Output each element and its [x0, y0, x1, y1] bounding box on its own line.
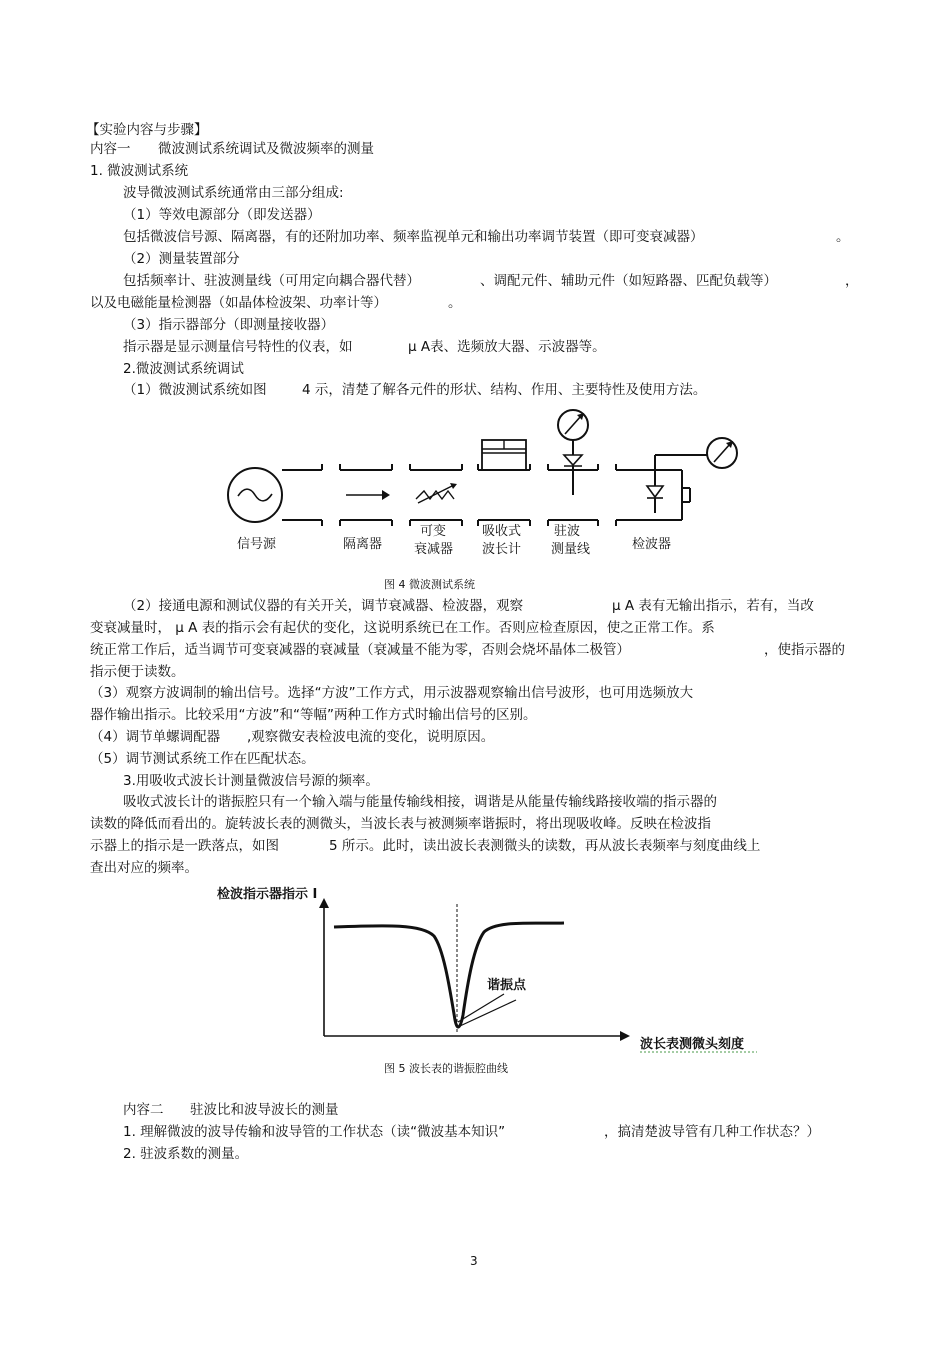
fig5-resonance-label: 谐振点: [487, 978, 527, 993]
p1-body: 包括微波信号源、隔离器，有的还附加功率、频率监视单元和输出功率调节装置（即可变衰减器）: [123, 229, 704, 245]
s3-line3-a: 示器上的指示是一跌落点，如图: [90, 838, 279, 854]
fig4-label-detector: 检波器: [632, 537, 672, 552]
s2-step4-b: ,观察微安表检波电流的变化，说明原因。: [247, 729, 495, 745]
figure4-diagram: [222, 403, 777, 565]
s2-step2-line1-b: μ A 表有无输出指示，若有，当改: [612, 598, 814, 614]
content2-item1-a: 1. 理解微波的波导传输和波导管的工作状态（读“微波基本知识”: [123, 1124, 506, 1140]
s3-heading: 3.用吸收式波长计测量微波信号源的频率。: [123, 773, 379, 789]
s2-step2-line4: 指示便于读数。: [90, 664, 185, 680]
s2-step1-b: 4 示，清楚了解各元件的形状、结构、作用、主要特性及使用方法。: [302, 382, 707, 398]
fig4-label-wavemeter-1: 吸收式: [482, 524, 522, 539]
s2-step5: （5）调节测试系统工作在匹配状态。: [90, 751, 315, 767]
page-number: 3: [470, 1254, 478, 1268]
p3-heading: （3）指示器部分（即测量接收器）: [123, 317, 335, 333]
content1-title: 微波测试系统调试及微波频率的测量: [158, 141, 374, 157]
content2-title-label: 内容二: [123, 1102, 164, 1118]
section-heading: 【实验内容与步骤】: [86, 122, 208, 138]
p1-body-end: 。: [836, 229, 850, 245]
fig4-label-wavemeter-2: 波长计: [482, 542, 522, 557]
fig5-x-axis-label: 波长表测微头刻度: [640, 1037, 745, 1052]
figure5-diagram: [212, 880, 772, 1058]
attenuator-symbol: [410, 464, 462, 526]
p1-heading: （1）等效电源部分（即发送器）: [123, 207, 321, 223]
content2-item1-b: ，搞清楚波导管有几种工作状态？）: [604, 1124, 820, 1140]
s2-step3-line2: 器作输出指示。比较采用“方波”和“等幅”两种工作方式时输出信号的区别。: [90, 707, 537, 723]
s2-step2-line2: 变衰减量时， μ A 表的指示会有起伏的变化，这说明系统已在工作。否则应检查原因，使之正常工作。系: [90, 620, 715, 636]
content2-title: 驻波比和波导波长的测量: [190, 1102, 339, 1118]
s2-step2-line3-b: ，使指示器的: [764, 642, 845, 658]
s3-line4: 查出对应的频率。: [90, 860, 198, 876]
fig4-label-slotted-1: 驻波: [554, 524, 581, 539]
p2-heading: （2）测量装置部分: [123, 251, 240, 267]
p2-body-5: 。: [448, 295, 462, 311]
s2-step2-line1-a: （2）接通电源和测试仪器的有关开关，调节衰减器、检波器，观察: [123, 598, 524, 614]
isolator-symbol: [340, 464, 392, 526]
s2-step1-a: （1）微波测试系统如图: [123, 382, 267, 398]
fig4-label-attenuator-2: 衰减器: [414, 542, 454, 557]
fig4-label-source: 信号源: [237, 537, 277, 552]
resonance-curve: [334, 923, 564, 1027]
figure5-caption: 图 5 波长表的谐振腔曲线: [384, 1062, 508, 1075]
s3-line2: 读数的降低而看出的。旋转波长表的测微头，当波长表与被测频率谐振时，将出现吸收峰。反映在检波指: [90, 816, 711, 832]
content2-item2: 2. 驻波系数的测量。: [123, 1146, 249, 1162]
s2-step4-a: （4）调节单螺调配器: [90, 729, 221, 745]
p3-body-1: 指示器是显示测量信号特性的仪表，如: [123, 339, 353, 355]
figure4-caption: 图 4 微波测试系统: [384, 578, 475, 591]
p2-body-2: 、调配元件、辅助元件（如短路器、匹配负载等）: [480, 273, 777, 289]
s1-heading: 1. 微波测试系统: [90, 163, 189, 179]
p2-body-4: 以及电磁能量检测器（如晶体检波架、功率计等）: [90, 295, 387, 311]
p2-body-3: ，: [845, 273, 859, 289]
fig4-label-attenuator-1: 可变: [420, 524, 447, 539]
content1-title-label: 内容一: [90, 141, 131, 157]
s1-intro: 波导微波测试系统通常由三部分组成:: [123, 185, 344, 201]
fig4-label-slotted-2: 测量线: [551, 542, 591, 557]
s2-step3-line1: （3）观察方波调制的输出信号。选择“方波”工作方式，用示波器观察输出信号波形，也可用选频放大: [90, 685, 694, 701]
s2-heading: 2.微波测试系统调试: [123, 361, 244, 377]
detector-symbol: [616, 438, 737, 526]
fig4-label-isolator: 隔离器: [343, 537, 383, 552]
wavemeter-symbol: [478, 440, 530, 526]
slotted-line-symbol: [548, 410, 598, 526]
s3-line1: 吸收式波长计的谐振腔只有一个输入端与能量传输线相接，调谐是从能量传输线路接收端的指示器的: [123, 794, 717, 810]
s2-step2-line3-a: 统正常工作后，适当调节可变衰减器的衰减量（衰减量不能为零，否则会烧坏晶体二极管）: [90, 642, 630, 658]
fig5-y-axis-label: 检波指示器指示 I: [217, 887, 318, 902]
s3-line3-b: 5 所示。此时，读出波长表测微头的读数，再从波长表频率与刻度曲线上: [329, 838, 761, 854]
p2-body-1: 包括频率计、驻波测量线（可用定向耦合器代替）: [123, 273, 420, 289]
p3-body-2: μ A表、选频放大器、示波器等。: [408, 339, 606, 355]
